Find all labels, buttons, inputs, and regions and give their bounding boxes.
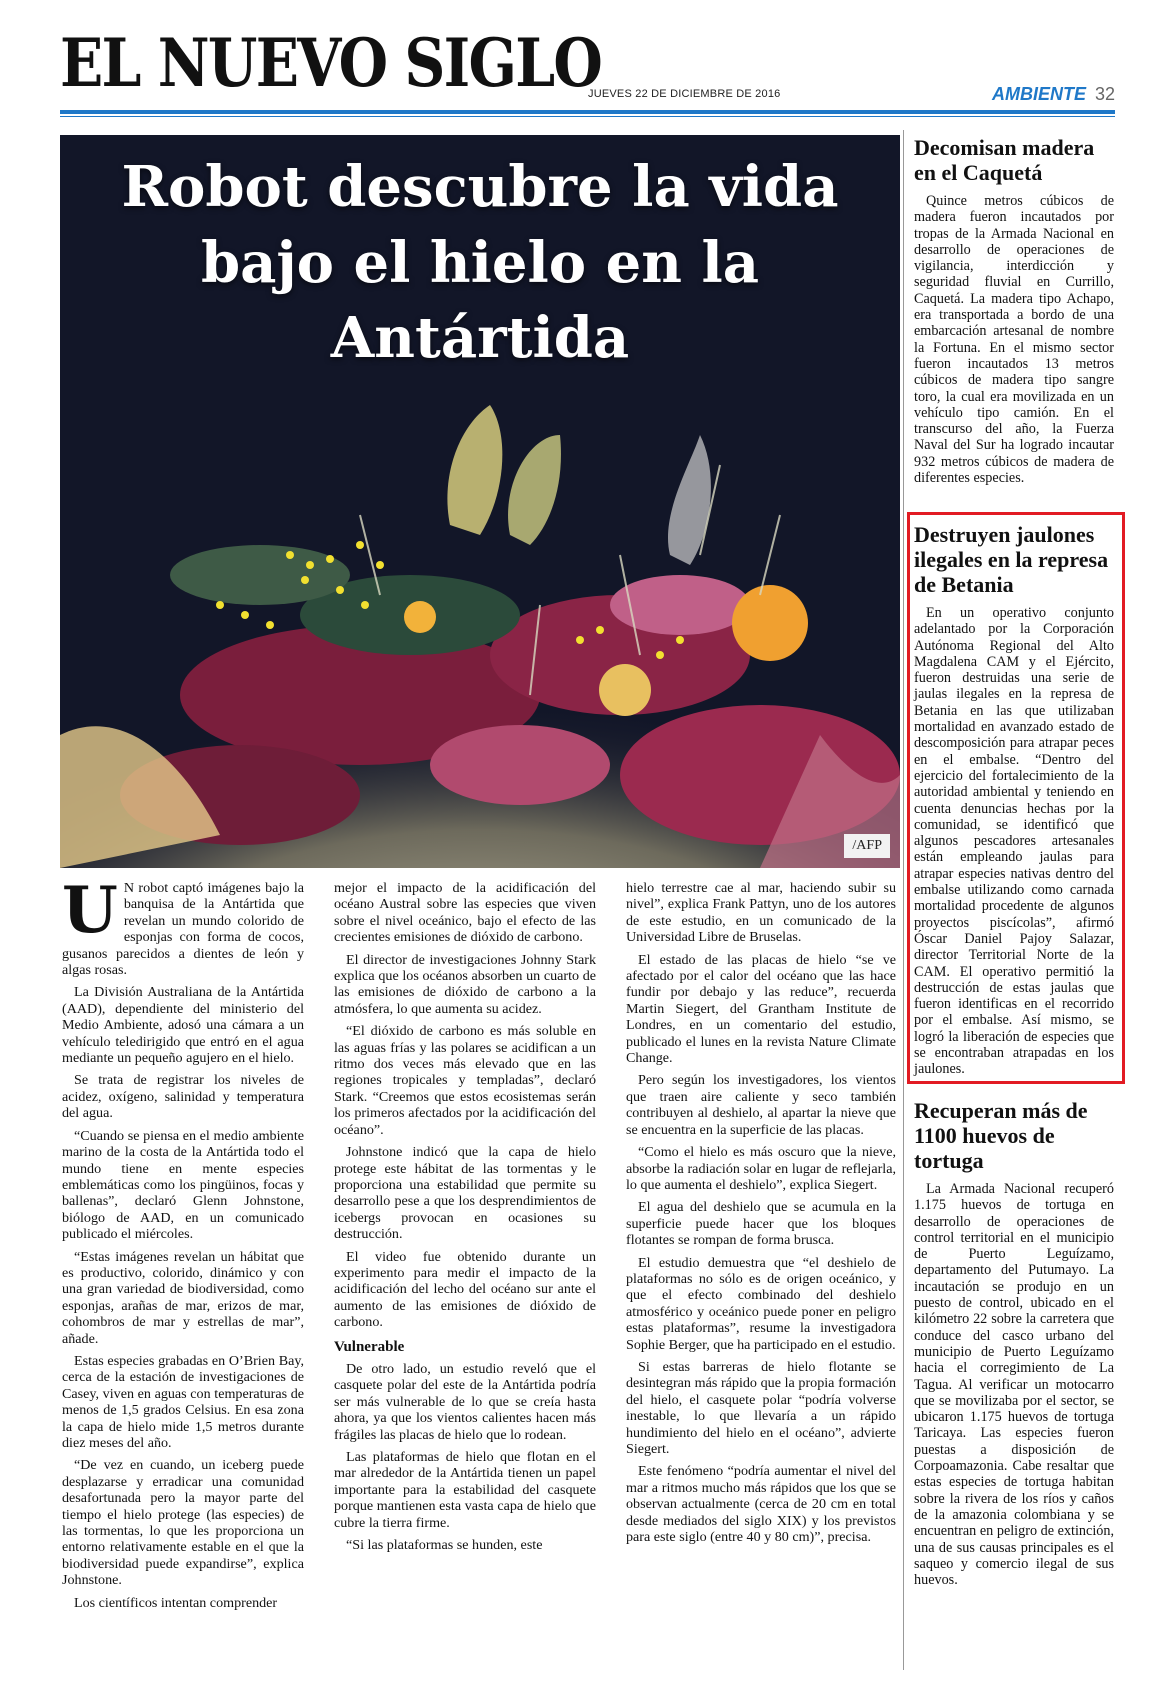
header-rule (60, 110, 1115, 114)
masthead: EL NUEVO SIGLO (60, 24, 602, 102)
paragraph: El estudio demuestra que “el deshielo de plataformas no sólo es de origen oceánico, y que el efecto combinado del deshielo atmosférico y oceánico puede poner en peligro estas plataformas”, resume la investigadora Sophie Berger, que ha participado en el estudio. (626, 1254, 896, 1353)
paragraph: El estado de las placas de hielo “se ve afectado por el calor del océano que las hace fundir por debajo y las reduce”, recuerda Martin Siegert, del Grantham Institute de Londres, en un comentario del estudio, publicado el lunes en la revista Nature Climate Change. (626, 951, 896, 1067)
paragraph: Este fenómeno “podría aumentar el nivel del mar a ritmos mucho más rápidos que los que se observan actualmente (cerca de 20 cm en total desde mediados del siglo XIX) y los previstos para este siglo (entre 40 y 80 cm)”, precisa. (626, 1463, 896, 1546)
paragraph: El video fue obtenido durante un experimento para medir el impacto de la acidificación del lecho del océano sur ante el aumento de las emisiones de dióxido de carbono. (334, 1248, 596, 1331)
paragraph: hielo terrestre cae al mar, haciendo subir su nivel”, explica Frank Pattyn, uno de los autores de este estudio, en un comunicado de la Universidad Libre de Bruselas. (626, 880, 896, 946)
paragraph: Pero según los investigadores, los vientos que traen aire caliente y seco también contribuyen al deshielo, al apartar la nieve que se encuentra en la superficie de las placas. (626, 1072, 896, 1138)
dateline: JUEVES 22 DE DICIEMBRE DE 2016 (588, 88, 781, 100)
paragraph: “Estas imágenes revelan un hábitat que es productivo, colorido, dinámico y con una gran variedad de biodiversidad, como esponjas, arañas de mar, erizos de mar, cohombros de mar y estrellas de mar”, añade. (62, 1248, 304, 1347)
paragraph: “El dióxido de carbono es más soluble en las aguas frías y las polares se acidifican a un ritmo dos veces más elevado que en las regiones tropicales y templadas”, declaró Stark. “Creemos que estos ecosistemas serán los primeros afectados por la acidificación del océano”. (334, 1023, 596, 1138)
paragraph: Si estas barreras de hielo flotante se desintegran más rápido que la propia formación del hielo, el casquete polar “podría volverse inestable, lo que llevaría a un rápido hundimiento del hielo en el océano”, advierte Siegert. (626, 1358, 896, 1457)
section-name: AMBIENTE (991, 84, 1086, 104)
sidebar-body: En un operativo conjunto adelantado por la Corporación Autónoma Regional del Alto Magdalena CAM y el Ejército, fueron destruidas una serie de jaulas ilegales en la represa de Betania en las que utilizaban mortalidad en avanzado estado de descomposición para atrapar peces en el embalse. “Dentro del ejercicio del fortalecimiento de la autoridad ambiental y teniendo en cuenta denuncias hechas por la comunidad, se identificó que algunos pescadores artesanales están empleando jaulas para atrapar especies nativas dentro del embalse utilizando como carnada mortalidad procedente de algunos proyectos piscícolas”, afirmó Óscar Daniel Pajoy Salazar, director Territorial Norte de la CAM. El operativo permitió la destrucción de estas jaulas que fueron identificas en el recorrido por el embalse. Así mismo, se logró la liberación de especies que se encontraban atrapadas en los jaulones. (914, 605, 1114, 1078)
paragraph: Johnstone indicó que la capa de hielo protege este hábitat de las tormentas y le proporciona una estabilidad que permite su desarrollo pese a que los desprendimientos de icebergs provocan en ocasiones su destrucción. (334, 1144, 596, 1243)
paragraph: Los científicos intentan comprender (74, 1594, 278, 1611)
photo-credit: /AFP (844, 834, 890, 858)
sidebar-headline: Decomisan madera en el Caquetá (914, 135, 1095, 185)
paragraph: “Como el hielo es más oscuro que la nieve, absorbe la radiación solar en lugar de reflejarla, lo que aumenta el deshielo”, explica Siegert. (626, 1144, 896, 1193)
paragraph: Estas especies grabadas en O’Brien Bay, cerca de la estación de investigaciones de Casey, viven en aguas con temperaturas de menos de 1,5 grados Celsius. En esa zona la capa de hielo mide 1,5 metros durante diez meses del año. (62, 1352, 304, 1451)
paragraph: mejor el impacto de la acidificación del océano Austral sobre las especies que viven sobre el nivel oceánico, bajo el efecto de las crecientes emisiones de dióxido de carbono. (334, 880, 596, 946)
paragraph: “Cuando se piensa en el medio ambiente marino de la costa de la Antártida todo el mundo tiene en mente especies emblemáticas como los pingüinos, focas y ballenas”, declaró Glenn Johnstone, biólogo de AAD, en un comunicado publicado el miércoles. (62, 1127, 304, 1243)
sidebar-story-madera (914, 135, 1114, 486)
paragraph: De otro lado, un estudio reveló que el casquete polar del este de la Antártida podría ser más vulnerable de lo que se creía hasta ahora, ya que los vientos calientes hacen más frágiles las placas de hielo que lo rodean. (334, 1360, 596, 1443)
paragraph: “Si las plataformas se hunden, este (346, 1537, 543, 1554)
paragraph: Las plataformas de hielo que flotan en el mar alrededor de la Antártida tienen un papel importante para la estabilidad del casquete porque mantienen esta vasta capa de hielo que cubre la tierra firme. (334, 1449, 596, 1531)
sidebar-headline: Destruyen jaulones ilegales en la represa de Betania (914, 522, 1109, 597)
main-headline: Robot descubre la vida bajo el hielo en la Antártida (121, 154, 839, 372)
sidebar-headline: Recuperan más de 1100 huevos de tortuga (914, 1098, 1088, 1173)
dropcap: U (62, 873, 118, 948)
paragraph: La División Australiana de la Antártida (AAD), dependiente del ministerio del Medio Ambiente, adosó una cámara a un vehículo teledirigido que entró en el agua mediante un pequeño agujero en el hielo. (62, 984, 304, 1067)
sidebar-body: La Armada Nacional recuperó 1.175 huevos de tortuga en desarrollo de operaciones de control territorial en el municipio de Puerto Leguízamo, departamento del Putumayo. La incautación se produjo en un puesto de control, ubicado en el kilómetro 22 sobre la carretera que conduce del casco urbano del municipio de Puerto Leguízamo hacia el corregimiento de La Tagua. Al verificar un motocarro que se movilizaba por el sector, se ubicaron 1.175 huevos de tortuga Taricaya. Las especies fueron puestas a disposición de Corpoamazonia. Cabe resaltar que estas especies de tortuga habitan sobre la rivera de los ríos y caños de la amazonia colombiana y se encuentran en peligro de extinción, una de sus causas principales es el saqueo y comercio ilegal de sus huevos. (914, 1181, 1114, 1589)
header-rule-thin (60, 116, 1115, 117)
subhead-vulnerable: Vulnerable (334, 1338, 405, 1355)
article-lead (62, 873, 304, 979)
paragraph: El director de investigaciones Johnny Stark explica que los océanos absorben un cuarto de las emisiones de dióxido de carbono a la atmósfera, lo que aumenta su acidez. (334, 951, 596, 1017)
sidebar-story-tortuga (914, 1098, 1114, 1588)
sidebar-story-jaulones (914, 522, 1114, 1078)
lead-text: N robot captó imágenes bajo la banquisa de la Antártida que revelan un mundo colorido de esponjas con forma de cocos, gusanos parecidos a dientes de león y algas rosas. (62, 880, 304, 979)
main-photo (60, 135, 900, 868)
page-number: 32 (1094, 84, 1115, 104)
article-column-1 (62, 873, 304, 1617)
article-column-3 (626, 880, 896, 1551)
paragraph: “De vez en cuando, un iceberg puede desplazarse y erradicar una comunidad desafortunada pero la mayor parte del tiempo el hielo protege (las especies) de las tormentas, lo que les proporciona un entorno relativamente estable en el que la biodiversidad puede expandirse”, explica Johnstone. (62, 1457, 304, 1589)
sidebar-divider (903, 130, 904, 1670)
paragraph: Se trata de registrar los niveles de acidez, oxígeno, salinidad y temperatura del agua. (62, 1072, 304, 1122)
paragraph: El agua del deshielo que se acumula en la superficie puede hacer que los bloques flotantes se rompan de forma brusca. (626, 1199, 896, 1249)
section-label (992, 84, 1115, 105)
article-column-2 (334, 880, 596, 1559)
sidebar-body: Quince metros cúbicos de madera fueron incautados por tropas de la Armada Nacional en desarrollo de operaciones de vigilancia, interdicción y seguridad fluvial en Currillo, Caquetá. La madera tipo Achapo, era transportada a bordo de una embarcación artesanal de nombre la Fortuna. En el mismo sector fueron incautados 13 metros cúbicos de madera tipo sangre toro, la cual era movilizada en un vehículo tipo camión. En el transcurso del año, la Fuerza Naval del Sur ha logrado incautar 932 metros cúbicos de madera de diferentes especies. (914, 193, 1114, 487)
